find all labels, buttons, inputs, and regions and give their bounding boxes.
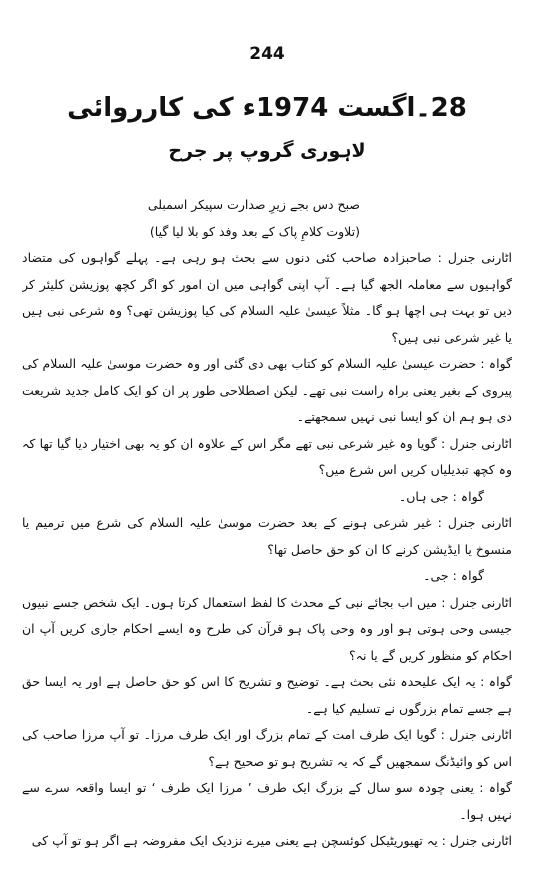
recitation-note: (تلاوت کلامِ پاک کے بعد وفد کو بلا لیا گیا) [149, 223, 360, 239]
session-intro-line: صبح دس بجے زیرِ صدارت سپیکر اسمبلی [147, 197, 360, 212]
witness-answer: گواہ : حضرت عیسیٰ علیہ السلام کو کتاب بھی دی گئی اور وہ حضرت موسیٰ علیہ السلام کی پیروی کے بغیر یعنی براہ راست نبی تھے۔ لیکن اصطلاحی طور پر ان کو ایک کامل جدید شریعت دی ہو ہم ان کو ایسا نبی نہیں سمجھتے۔ [22, 356, 512, 424]
witness-answer: گواہ : جی۔ [423, 568, 484, 583]
section-subtitle: لاہوری گروپ پر جرح [168, 140, 366, 162]
attorney-general-question: اٹارنی جنرل : میں اب بجائے نبی کے محدث کا لفظ استعمال کرتا ہوں۔ ایک شخص جسے نبیوں جیسی وحی ہوتی ہو اور وہ وحی پاک ہو قرآن کی طرح وہ ایسے احکام جاری کریں آپ ان احکام کو منظور کریں گے یا نہ؟ [22, 594, 512, 663]
witness-answer: گواہ : یہ ایک علیحدہ نئی بحث ہے۔ توضیح و تشریح کا اس کو حق حاصل ہے اور یہ ایسا حق ہے جسے تمام بزرگوں نے تسلیم کیا ہے۔ [22, 674, 512, 716]
attorney-general-question: اٹارنی جنرل : یہ تھیوریٹیکل کوئسچن ہے یعنی میرے نزدیک ایک مفروضہ ہے اگر ہو تو آپ کی [31, 833, 512, 848]
witness-answer: گواہ : جی ہاں۔ [398, 488, 484, 504]
attorney-general-question: اٹارنی جنرل : غیر شرعی ہونے کے بعد حضرت موسیٰ علیہ السلام کی شرع میں ترمیم یا منسوخ یا ایڈیشن کرنے کا ان کو حق حاصل تھا؟ [22, 515, 512, 557]
chapter-title: 28۔اگست 1974ء کی کارروائی [67, 93, 467, 123]
attorney-general-question: اٹارنی جنرل : گویا وہ غیر شرعی نبی تھے مگر اس کے علاوہ ان کو یہ بھی اختیار دیا گیا تھا کہ وہ کچھ تبدیلیاں کریں اس شرع میں؟ [22, 435, 512, 477]
attorney-general-question: اٹارنی جنرل : گویا ایک طرف امت کے تمام بزرگ اور ایک طرف مرزا۔ تو آپ مرزا صاحب کی اس کو وائیڈنگ سمجھیں گے کہ یہ تشریح ہو تو صحیح ہے؟ [22, 727, 512, 769]
document-body [22, 192, 512, 887]
witness-answer: گواہ : یعنی چودہ سو سال کے بزرگ ایک طرف ’ مرزا ایک طرف ‘ تو ایسا واقعہ سرے سے نہیں ہوا۔ [22, 780, 512, 822]
page-number: 244 [249, 44, 285, 64]
attorney-general-question: اٹارنی جنرل : صاحبزادہ صاحب کئی دنوں سے بحث ہو رہی ہے۔ پہلے گواہوں کی متضاد گواہیوں سے معاملہ الجھ گیا ہے۔ آپ اپنی گواہی میں ان امور کو اگر کچھ پوزیشن کلیئر کر دیں تو بہت ہی اچھا ہو گا۔ مثلاً عیسیٰ علیہ السلام کی کیا پوزیشن تھی؟ وہ شرعی نبی ہیں یا غیر شرعی نبی ہیں؟ [22, 250, 512, 345]
